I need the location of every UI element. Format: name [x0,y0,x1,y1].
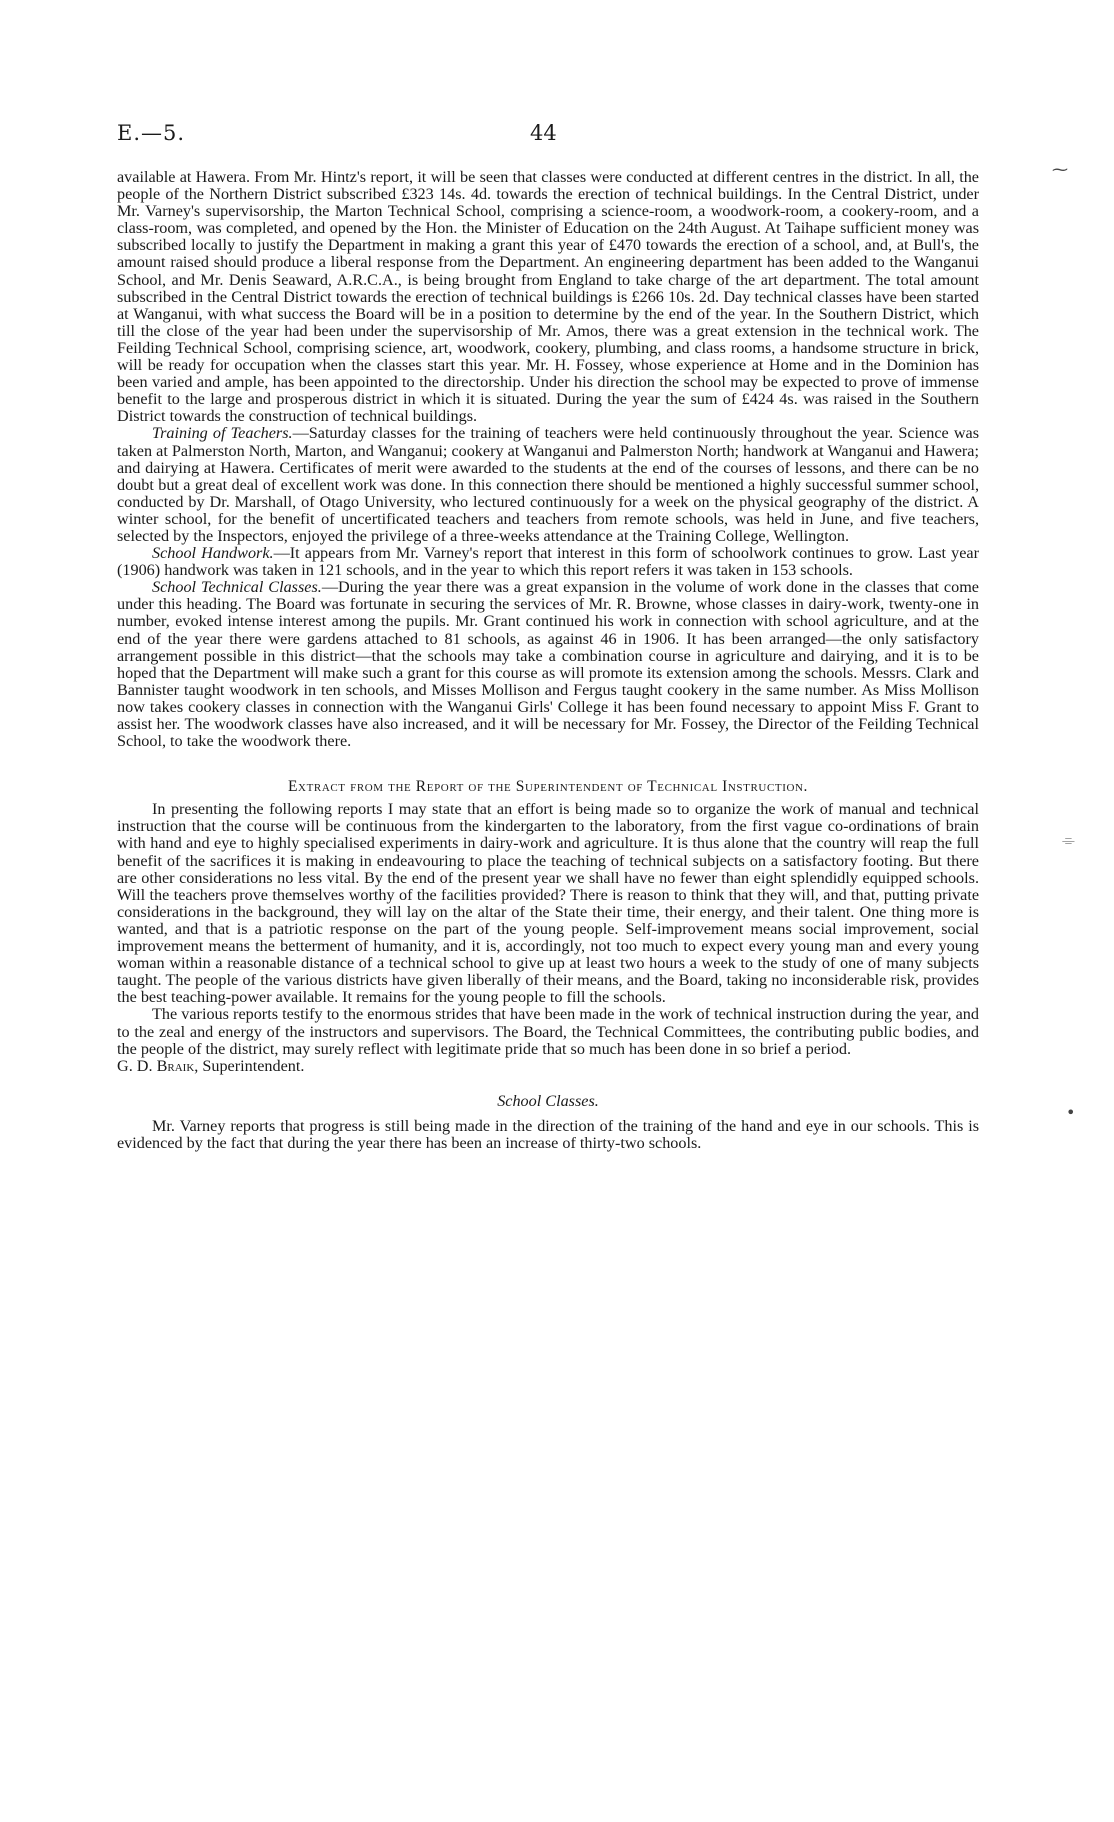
paragraph-training-of-teachers [117,425,979,545]
text-training-of-teachers: —Saturday classes for the training of teachers were held continuously throughout the year. Science was taken at Palmerston North, Marton, and Wanganui; cookery at Wanganui and Palmerston North; handwork at Wanganui and Hawera; and dairying at Hawera. Certificates of merit were awarded to the students at the end of the courses of lessons, and there can be no doubt but a great deal of excellent work was done. In this connection there should be mentioned a highly successful summer school, conducted by Dr. Marshall, of Otago University, who lectured continuously for a week on the physical geography of the district. A winter school, for the benefit of uncertificated teachers and teachers from remote schools, was held in June, and five teachers, selected by the Inspectors, enjoyed the privilege of a three-weeks attendance at the Training College, Wellington. [117,424,979,545]
page-number: 44 [530,121,557,145]
paragraph-district-reports: available at Hawera. From Mr. Hintz's report, it will be seen that classes were conducted at different centres in the district. In all, the people of the Northern District subscribed £323 14s. 4d. towards the erection of technical buildings. In the Central District, under Mr. Varney's supervisorship, the Marton Technical School, comprising a science-room, a woodwork-room, a cookery-room, and a class-room, was completed, and opened by the Hon. the Minister of Education on the 24th August. At Taihape sufficient money was subscribed locally to justify the Department in making a grant this year of £470 towards the erection of a school, and, at Bull's, the amount raised should produce a liberal response from the Department. An engineering department has been added to the Wanganui School, and Mr. Denis Seaward, A.R.C.A., is being brought from England to take charge of the art department. The total amount subscribed in the Central District towards the erection of technical buildings is £266 10s. 2d. Day technical classes have been started at Wanganui, with what success the Board will be in a position to determine by the end of the year. In the Southern District, which till the close of the year had been under the supervisorship of Mr. Amos, there was a great extension in the technical work. The Feilding Technical School, comprising science, art, woodwork, cookery, plumbing, and class rooms, a handsome structure in brick, will be ready for occupation when the classes start this year. Mr. H. Fossey, whose experience at Home and in the Dominion has been varied and ample, has been appointed to the directorship. Under his direction the school may be expected to prove of immense benefit to the large and prosperous district in which it is situated. During the year the sum of £424 4s. was raised in the Southern District towards the construction of technical buildings. [117,168,979,426]
document-body [117,169,979,1152]
page-header [0,0,1114,160]
heading-training-of-teachers: Training of Teachers. [152,424,293,443]
margin-mark: • [1066,1103,1076,1122]
text-school-handwork: —It appears from Mr. Varney's report that interest in this form of schoolwork continues to grow. Last year (1906) handwork was taken in 121 schools, and in the year to which this report refers it was taken in 153 schools. [117,544,979,580]
superintendent-signature [117,1058,979,1075]
paragraph-school-technical-classes [117,579,979,750]
margin-mark: ⌯ [1062,830,1075,849]
extract-title: Extract from the Report of the Superintendent of Technical Instruction. [287,778,809,796]
signature-title: , Superintendent. [194,1056,305,1075]
margin-mark: ⁓ [1052,160,1068,179]
text-school-technical-classes: —During the year there was a great expansion in the volume of work done in the classes that come under this heading. The Board was fortunate in securing the services of Mr. R. Browne, whose classes in dairy-work, twenty-one in number, evoked intense interest among the pupils. Mr. Grant continued his work in connection with school agriculture, and at the end of the year there were gardens attached to 81 schools, as against 46 in 1906. It has been arranged—the only satisfactory arrangement possible in this district—that the schools may take a combination course in agriculture and dairying, and it is to be hoped that the Department will make such a grant for this course as will promote its extension among the schools. Messrs. Clark and Bannister taught woodwork in ten schools, and Misses Mollison and Fergus taught cookery in the same number. As Miss Mollison now takes cookery classes in connection with the Wanganui Girls' College it has been found necessary to appoint Miss F. Grant to assist her. The woodwork classes have also increased, and it will be necessary for Mr. Fossey, the Director of the Feilding Technical School, to take the woodwork there. [117,578,979,751]
section-title-school-classes: School Classes. [497,1091,599,1110]
paragraph-school-classes: Mr. Varney reports that progress is still being made in the direction of the training of the hand and eye in our schools. This is evidenced by the fact that during the year there has been an increase of thirty-two schools. [117,1116,979,1152]
paragraph-school-handwork [117,545,979,579]
signature-name: Braik [156,1056,195,1075]
signature-initials: G. D. [117,1056,157,1075]
document-reference: E.—5. [117,121,186,145]
paragraph-extract-summary: The various reports testify to the enormous strides that have been made in the work of technical instruction during the year, and to the zeal and energy of the instructors and supervisors. The Board, the Technical Committees, the contributing public bodies, and the people of the district, may surely reflect with legitimate pride that so much has been done in so brief a period. [117,1005,979,1058]
heading-school-handwork: School Handwork. [152,544,274,563]
heading-school-technical-classes: School Technical Classes. [152,578,322,597]
paragraph-extract-intro: In presenting the following reports I may state that an effort is being made so to organize the work of manual and technical instruction that the course will be continuous from the kindergarten to the laboratory, from the first vague co-ordinations of brain with hand and eye to highly specialised experiments in dairy-work and agriculture. It is thus alone that the country will reap the full benefit of the sacrifices it is making in endeavouring to place the teaching of technical subjects on a satisfactory footing. But there are other considerations no less vital. By the end of the present year we shall have no fewer than eight splendidly equipped schools. Will the teachers prove themselves worthy of the facilities provided? There is reason to think that they will, and that, putting private considerations in the background, they will lay on the altar of the State their time, their energy, and their talent. One thing more is wanted, and that is a patriotic response on the part of the young people. Self-improvement means social improvement, social improvement means the betterment of humanity, and it is, accordingly, not too much to expect every young man and every young woman within a reasonable distance of a technical school to give up at least two hours a week to the study of one of many subjects taught. The people of the various districts have given liberally of their means, and the Board, taking no inconsiderable risk, provides the best teaching-power available. It remains for the young people to fill the schools. [117,800,979,1007]
